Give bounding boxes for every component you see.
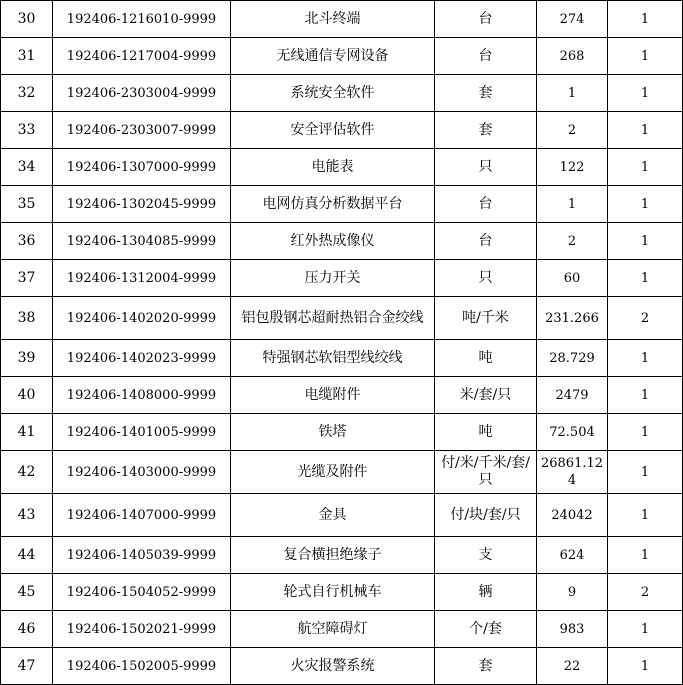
item-quantity: 268 [537,38,608,75]
item-name: 系统安全软件 [231,75,435,112]
row-number: 47 [1,648,53,685]
item-code: 192406-1217004-9999 [53,38,231,75]
item-name: 红外热成像仪 [231,223,435,260]
row-number: 43 [1,494,53,537]
item-count: 1 [608,1,683,38]
row-number: 37 [1,260,53,297]
item-quantity: 60 [537,260,608,297]
item-unit: 只 [435,260,537,297]
item-unit: 个/套 [435,611,537,648]
item-count: 2 [608,297,683,340]
row-number: 30 [1,1,53,38]
item-name: 北斗终端 [231,1,435,38]
item-count: 1 [608,494,683,537]
item-code: 192406-1216010-9999 [53,1,231,38]
row-number: 45 [1,574,53,611]
table-body [1,1,683,685]
item-name: 铁塔 [231,414,435,451]
item-count: 1 [608,223,683,260]
item-quantity: 2479 [537,377,608,414]
item-unit: 台 [435,186,537,223]
item-quantity: 9 [537,574,608,611]
item-code: 192406-1401005-9999 [53,414,231,451]
table-row [1,611,683,648]
table-row [1,75,683,112]
item-unit: 支 [435,537,537,574]
item-name: 航空障碍灯 [231,611,435,648]
item-count: 1 [608,451,683,494]
item-quantity: 274 [537,1,608,38]
item-unit: 付/米/千米/套/只 [435,451,537,494]
item-name: 轮式自行机械车 [231,574,435,611]
item-unit: 套 [435,112,537,149]
item-code: 192406-1407000-9999 [53,494,231,537]
item-count: 1 [608,537,683,574]
item-code: 192406-1402020-9999 [53,297,231,340]
table-row [1,223,683,260]
item-count: 1 [608,340,683,377]
row-number: 44 [1,537,53,574]
item-unit: 吨 [435,414,537,451]
item-code: 192406-1312004-9999 [53,260,231,297]
table-row [1,260,683,297]
item-count: 2 [608,574,683,611]
item-quantity: 1 [537,186,608,223]
item-code: 192406-1403000-9999 [53,451,231,494]
item-quantity: 231.266 [537,297,608,340]
item-name: 电能表 [231,149,435,186]
item-quantity: 22 [537,648,608,685]
row-number: 31 [1,38,53,75]
item-count: 1 [608,611,683,648]
row-number: 42 [1,451,53,494]
row-number: 34 [1,149,53,186]
item-quantity: 624 [537,537,608,574]
item-code: 192406-1408000-9999 [53,377,231,414]
item-quantity: 24042 [537,494,608,537]
item-count: 1 [608,38,683,75]
item-name: 光缆及附件 [231,451,435,494]
item-name: 复合横担绝缘子 [231,537,435,574]
item-count: 1 [608,648,683,685]
item-code: 192406-1502005-9999 [53,648,231,685]
item-quantity: 28.729 [537,340,608,377]
table-row [1,186,683,223]
table-row [1,38,683,75]
item-unit: 套 [435,648,537,685]
item-count: 1 [608,186,683,223]
item-name: 金具 [231,494,435,537]
row-number: 36 [1,223,53,260]
item-code: 192406-1307000-9999 [53,149,231,186]
item-quantity: 2 [537,112,608,149]
row-number: 40 [1,377,53,414]
item-count: 1 [608,414,683,451]
item-count: 1 [608,112,683,149]
item-name: 特强钢芯软铝型线绞线 [231,340,435,377]
item-code: 192406-1405039-9999 [53,537,231,574]
item-code: 192406-1504052-9999 [53,574,231,611]
table-row [1,112,683,149]
row-number: 32 [1,75,53,112]
item-name: 火灾报警系统 [231,648,435,685]
item-unit: 台 [435,1,537,38]
item-unit: 只 [435,149,537,186]
item-quantity: 2 [537,223,608,260]
item-unit: 台 [435,223,537,260]
item-name: 电网仿真分析数据平台 [231,186,435,223]
row-number: 38 [1,297,53,340]
table-row [1,451,683,494]
row-number: 35 [1,186,53,223]
item-name: 铝包殷钢芯超耐热铝合金绞线 [231,297,435,340]
item-code: 192406-1304085-9999 [53,223,231,260]
item-count: 1 [608,260,683,297]
item-name: 安全评估软件 [231,112,435,149]
item-quantity: 26861.124 [537,451,608,494]
item-unit: 套 [435,75,537,112]
item-unit: 吨/千米 [435,297,537,340]
row-number: 33 [1,112,53,149]
table-row [1,340,683,377]
item-name: 电缆附件 [231,377,435,414]
row-number: 46 [1,611,53,648]
item-quantity: 983 [537,611,608,648]
table-row [1,574,683,611]
row-number: 39 [1,340,53,377]
item-code: 192406-1302045-9999 [53,186,231,223]
item-unit: 付/块/套/只 [435,494,537,537]
item-count: 1 [608,377,683,414]
table-row [1,494,683,537]
item-unit: 台 [435,38,537,75]
item-quantity: 72.504 [537,414,608,451]
item-name: 压力开关 [231,260,435,297]
table-row [1,1,683,38]
item-unit: 辆 [435,574,537,611]
item-unit: 米/套/只 [435,377,537,414]
table-row [1,377,683,414]
item-quantity: 1 [537,75,608,112]
table-row [1,414,683,451]
item-code: 192406-1502021-9999 [53,611,231,648]
item-count: 1 [608,75,683,112]
row-number: 41 [1,414,53,451]
table-row [1,537,683,574]
item-code: 192406-1402023-9999 [53,340,231,377]
item-code: 192406-2303004-9999 [53,75,231,112]
table-row [1,297,683,340]
item-name: 无线通信专网设备 [231,38,435,75]
item-unit: 吨 [435,340,537,377]
item-count: 1 [608,149,683,186]
item-quantity: 122 [537,149,608,186]
table-row [1,149,683,186]
item-code: 192406-2303007-9999 [53,112,231,149]
